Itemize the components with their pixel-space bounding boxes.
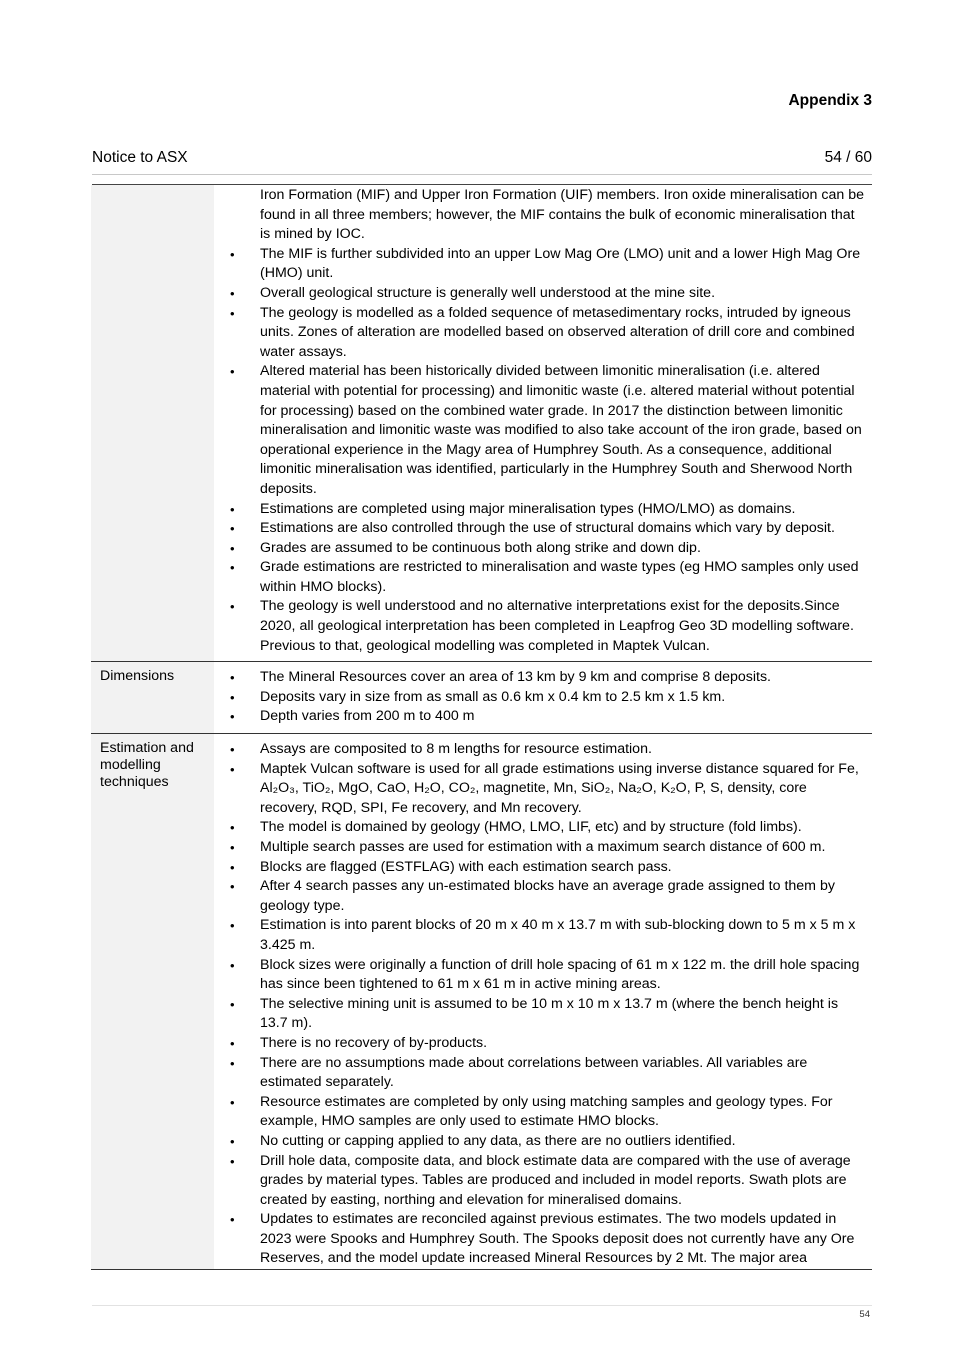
footer-divider xyxy=(92,1305,872,1306)
list-item: • Estimations are completed using major mineralisation types (HMO/LMO) as domains. xyxy=(214,500,864,520)
appendix-title: Appendix 3 xyxy=(788,92,872,109)
list-item: • The selective mining unit is assumed to be 10 m x 10 m x 13.7 m (where the bench height is 13.7 m). xyxy=(214,995,864,1034)
bullet-list xyxy=(214,668,864,727)
list-item: • Resource estimates are completed by only using matching samples and geology types. For example, HMO samples are only used to estimate HMO blocks. xyxy=(214,1093,864,1132)
row-content xyxy=(214,185,872,662)
list-item: • Altered material has been historically divided between limonitic mineralisation (i.e. altered material with potential for processing) and limonitic waste (i.e. altered material without potential for processing) based on the combined water grade. In 2017 the distinction between limonitic mineralisation and limonitic waste was modified to also take account of the iron grade, based on operational experience in the Magy area of Humphrey South. As a consequence, additional limonitic mineralisation was identified, particularly in the Humphrey South and Sherwood North deposits. xyxy=(214,362,864,499)
list-item: • Estimation is into parent blocks of 20 m x 40 m x 13.7 m with sub-blocking down to 5 m x 5 m x 3.425 m. xyxy=(214,916,864,955)
list-item: • There are no assumptions made about correlations between variables. All variables are estimated separately. xyxy=(214,1054,864,1093)
list-item: • The geology is modelled as a folded sequence of metasedimentary rocks, intruded by igneous units. Zones of alteration are modelled based on observed alteration of drill core and combined water assays. xyxy=(214,304,864,363)
notice-title: Notice to ASX xyxy=(92,149,188,166)
footer-page-number: 54 xyxy=(859,1309,870,1320)
bullet-list xyxy=(214,186,864,656)
list-item: • The model is domained by geology (HMO, LMO, LIF, etc) and by structure (fold limbs). xyxy=(214,818,864,838)
list-item: • Multiple search passes are used for estimation with a maximum search distance of 600 m. xyxy=(214,838,864,858)
page-counter: 54 / 60 xyxy=(824,149,872,166)
list-item: • Estimations are also controlled through the use of structural domains which vary by deposit. xyxy=(214,519,864,539)
list-item: • The geology is well understood and no alternative interpretations exist for the deposits.Since 2020, all geological interpretation has been completed in Leapfrog Geo 3D modelling software. Previous to that, geological modelling was completed in Maptek Vulcan. xyxy=(214,597,864,656)
criteria-table xyxy=(91,185,872,1270)
list-item: • Grades are assumed to be continuous both along strike and down dip. xyxy=(214,539,864,559)
list-item: • Drill hole data, composite data, and block estimate data are compared with the use of average grades by material types. Tables are produced and included in model reports. Swath plots are created by easting, northing and elevation for mineralised domains. xyxy=(214,1152,864,1211)
list-item: • The Mineral Resources cover an area of 13 km by 9 km and comprise 8 deposits. xyxy=(214,668,864,688)
row-label: Estimation and modelling techniques xyxy=(91,734,214,1270)
bullet-list xyxy=(214,740,864,1269)
list-item: • The MIF is further subdivided into an upper Low Mag Ore (LMO) unit and a lower High Mag Ore (HMO) unit. xyxy=(214,245,864,284)
list-item: • Deposits vary in size from as small as 0.6 km x 0.4 km to 2.5 km x 1.5 km. xyxy=(214,688,864,708)
row-content xyxy=(214,734,872,1270)
list-item: • Block sizes were originally a function of drill hole spacing of 61 m x 122 m. the drill hole spacing has since been tightened to 61 m x 61 m in active mining areas. xyxy=(214,956,864,995)
list-item: Iron Formation (MIF) and Upper Iron Formation (UIF) members. Iron oxide mineralisation can be found in all three members; however, the MIF contains the bulk of economic mineralisation that is mined by IOC. xyxy=(260,187,864,243)
list-item: • Updates to estimates are reconciled against previous estimates. The two models updated in 2023 were Spooks and Humphrey South. The Spooks deposit does not currently have any Ore Reserves, and the model update increased Mineral Resources by 2 Mt. The major area xyxy=(214,1210,864,1269)
list-item: • Depth varies from 200 m to 400 m xyxy=(214,707,864,727)
table-row-estimation xyxy=(91,734,872,1270)
table-row-dimensions xyxy=(91,662,872,734)
row-label xyxy=(91,185,214,662)
list-item: • Maptek Vulcan software is used for all grade estimations using inverse distance squared for Fe, Al₂O₃, TiO₂, MgO, CaO, H₂O, CO₂, magnetite, Mn, SiO₂, Na₂O, K₂O, P, S, density, core recovery, RQD, SPI, Fe recovery, and Mn recovery. xyxy=(214,760,864,819)
list-item: • Grade estimations are restricted to mineralisation and waste types (eg HMO samples only used within HMO blocks). xyxy=(214,558,864,597)
list-item: • Overall geological structure is generally well understood at the mine site. xyxy=(214,284,864,304)
list-item: • After 4 search passes any un-estimated blocks have an average grade assigned to them by geology type. xyxy=(214,877,864,916)
header-divider xyxy=(92,174,872,175)
row-label: Dimensions xyxy=(91,662,214,734)
row-content xyxy=(214,662,872,734)
list-item: • No cutting or capping applied to any data, as there are no outliers identified. xyxy=(214,1132,864,1152)
list-item: • There is no recovery of by-products. xyxy=(214,1034,864,1054)
list-item: • Assays are composited to 8 m lengths for resource estimation. xyxy=(214,740,864,760)
table-row-geology xyxy=(91,185,872,662)
list-item: • Blocks are flagged (ESTFLAG) with each estimation search pass. xyxy=(214,858,864,878)
